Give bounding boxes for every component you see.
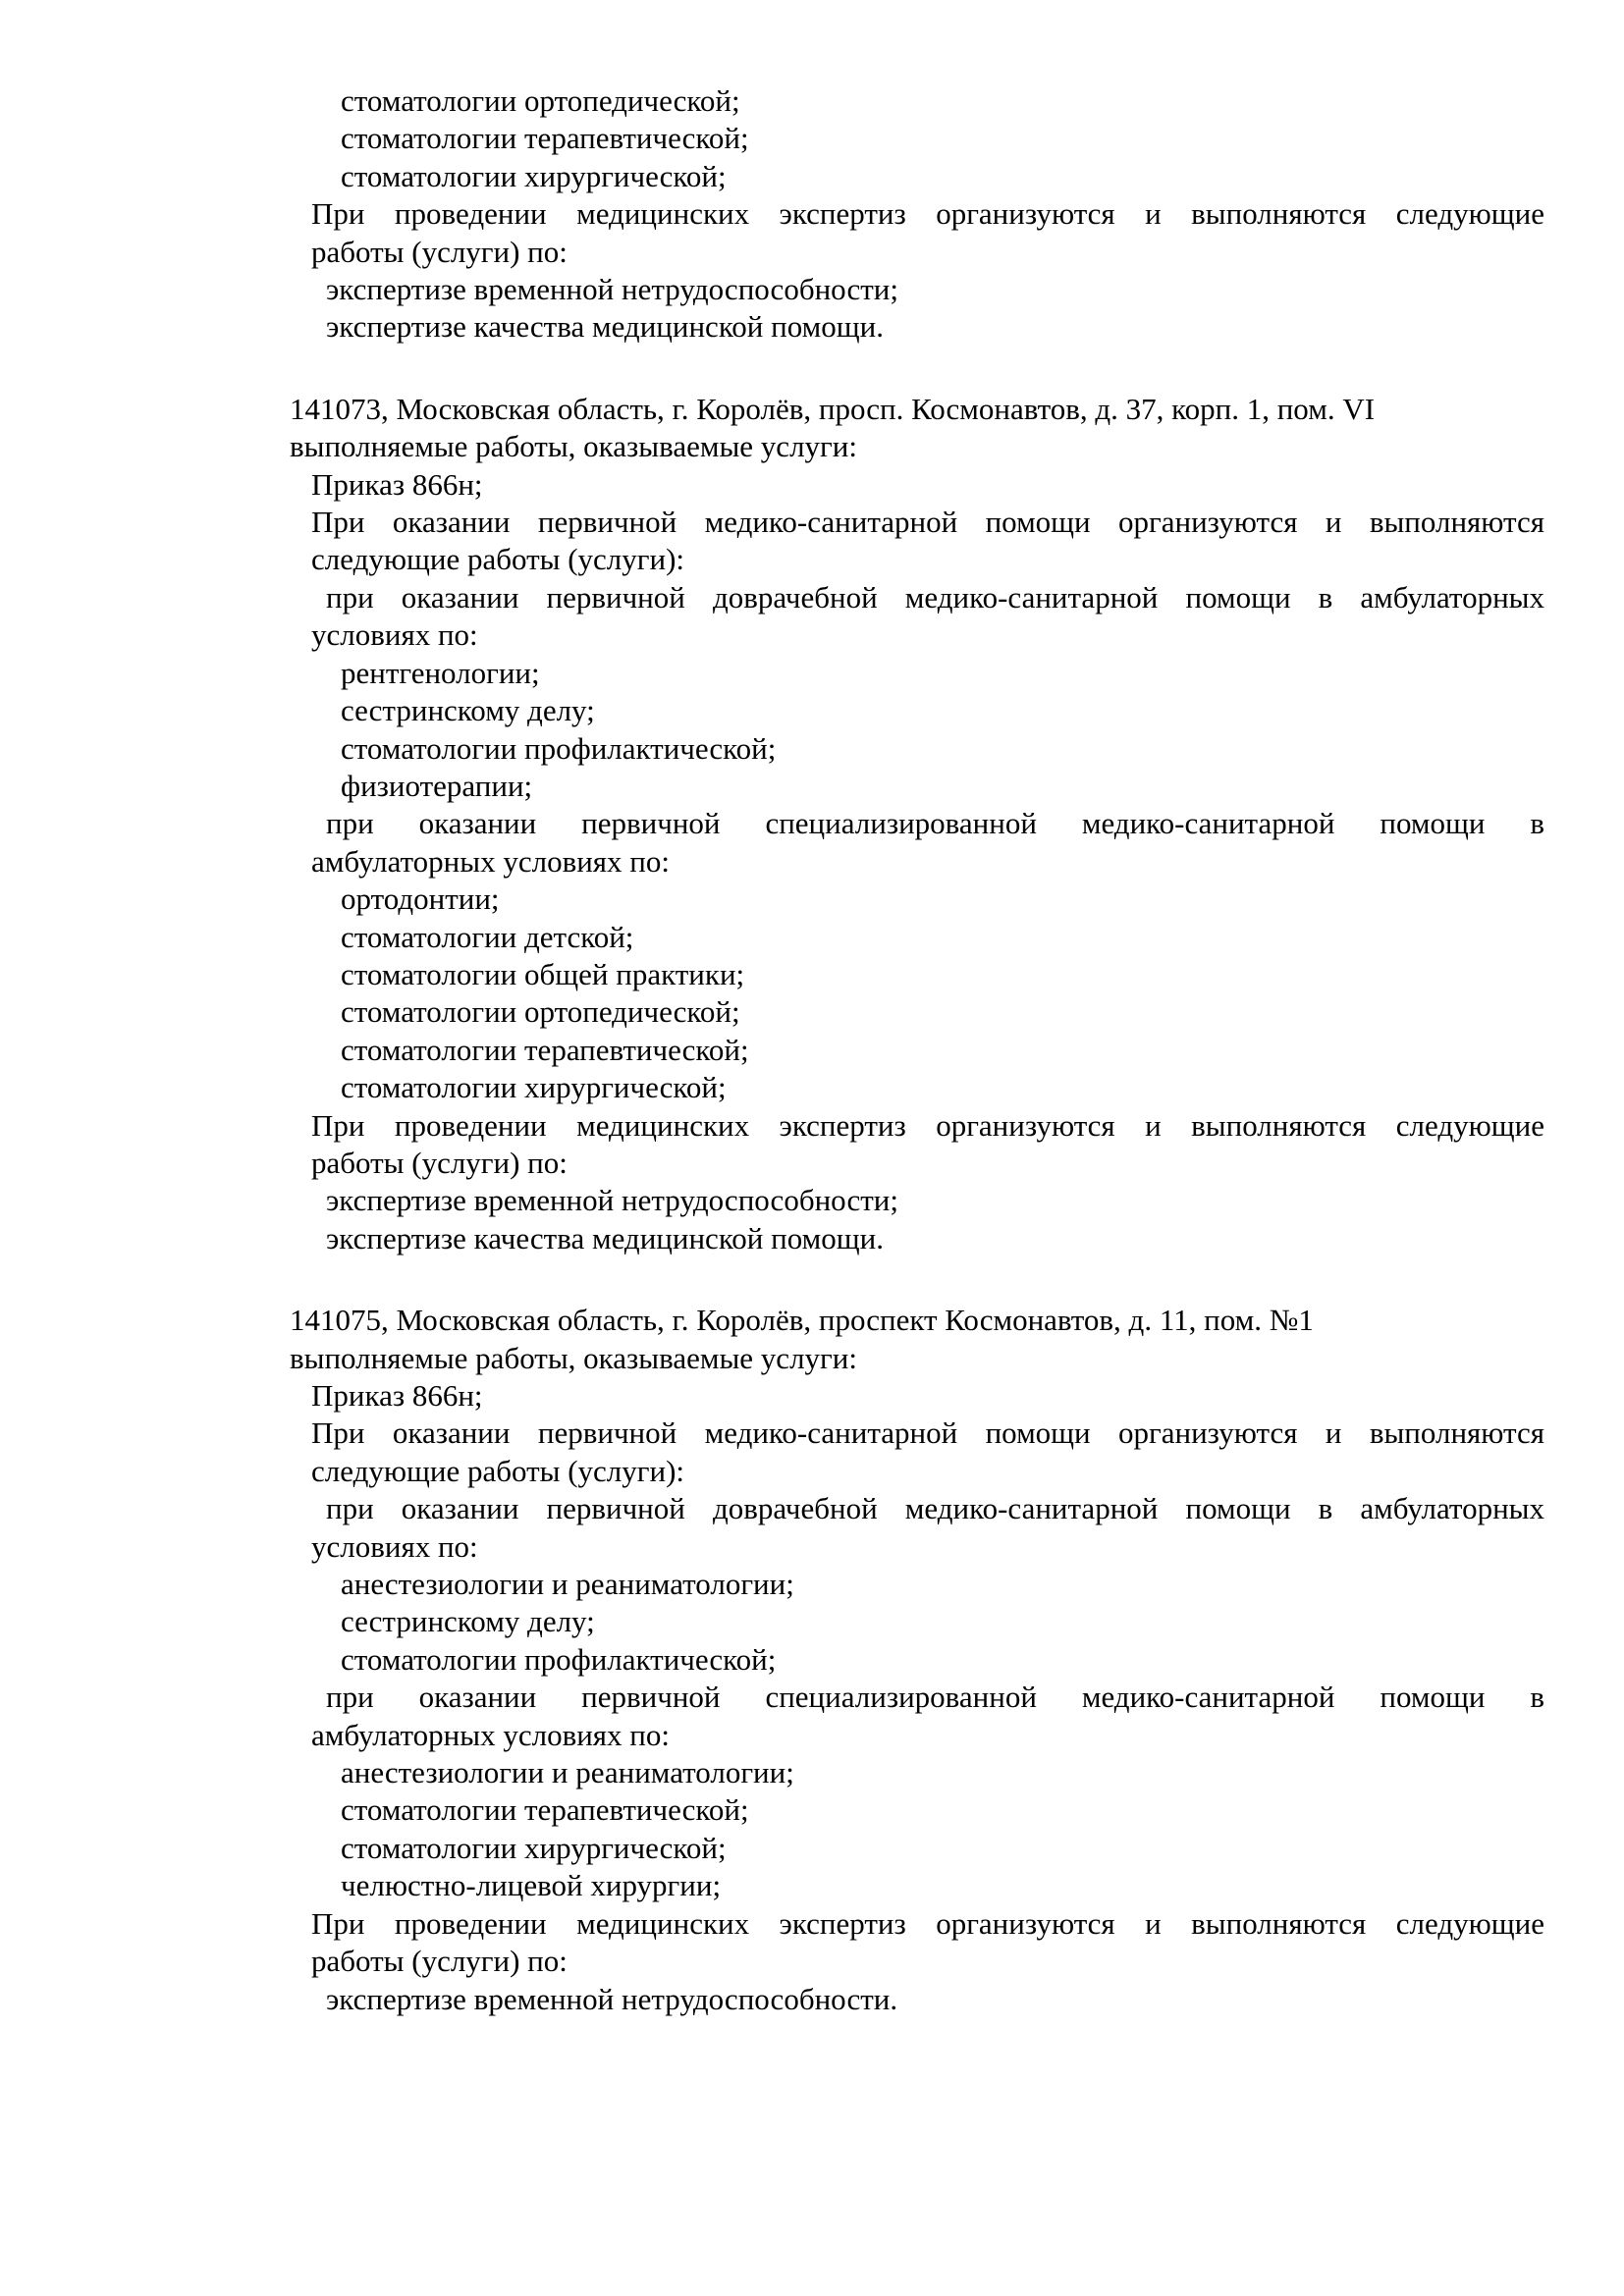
text-line: при оказании первичной доврачебной медико-санитарной помощи в амбулаторных: [326, 1491, 1544, 1526]
text-line: следующие работы (услуги):: [311, 1453, 685, 1488]
text-line: при оказании первичной специализированной медико-санитарной помощи в: [326, 1680, 1544, 1715]
section-works-continuation: [290, 82, 1544, 347]
text-line: выполняемые работы, оказываемые услуги:: [290, 1340, 857, 1375]
text-line: условиях по:: [311, 617, 478, 653]
text-line: сестринскому делу;: [341, 693, 595, 728]
text-line: Приказ 866н;: [311, 1378, 483, 1413]
text-line: стоматологии хирургической;: [341, 1070, 727, 1105]
text-line: стоматологии профилактической;: [341, 730, 777, 766]
text-line: ортодонтии;: [341, 881, 500, 917]
text-line: экспертизе временной нетрудоспособности;: [326, 1183, 898, 1218]
text-line: условиях по:: [311, 1528, 478, 1564]
text-line: стоматологии ортопедической;: [341, 83, 740, 118]
text-line: стоматологии общей практики;: [341, 956, 745, 991]
text-line: экспертизе временной нетрудоспособности;: [326, 272, 898, 307]
text-line: следующие работы (услуги):: [311, 542, 685, 577]
section-address-141073: [290, 391, 1544, 1257]
text-line: 141073, Московская область, г. Королёв, просп. Космонавтов, д. 37, корп. 1, пом. VI: [290, 391, 1376, 426]
text-line: работы (услуги) по:: [311, 1944, 568, 1979]
text-line: амбулаторных условиях по:: [311, 843, 671, 879]
text-line: 141075, Московская область, г. Королёв, проспект Космонавтов, д. 11, пом. №1: [290, 1303, 1314, 1338]
text-line: экспертизе качества медицинской помощи.: [326, 1220, 884, 1255]
text-line: физиотерапии;: [341, 768, 533, 803]
text-line: сестринскому делу;: [341, 1604, 595, 1639]
text-line: стоматологии профилактической;: [341, 1641, 777, 1677]
text-line: стоматологии терапевтической;: [341, 1792, 749, 1828]
text-line: стоматологии терапевтической;: [341, 121, 749, 156]
text-line: при оказании первичной специализированной медико-санитарной помощи в: [326, 806, 1544, 841]
text-line: челюстно-лицевой хирургии;: [341, 1868, 722, 1903]
text-line: выполняемые работы, оказываемые услуги:: [290, 429, 857, 464]
text-line: при оказании первичной доврачебной медико-санитарной помощи в амбулаторных: [326, 579, 1544, 614]
text-line: стоматологии хирургической;: [341, 1830, 727, 1865]
text-line: работы (услуги) по:: [311, 1145, 568, 1180]
text-line: При проведении медицинских экспертиз организуются и выполняются следующие: [311, 196, 1544, 232]
text-line: стоматологии ортопедической;: [341, 994, 740, 1030]
text-line: экспертизе временной нетрудоспособности.: [326, 1981, 898, 2016]
text-line: анестезиологии и реаниматологии;: [341, 1567, 794, 1602]
text-line: работы (услуги) по:: [311, 234, 568, 269]
text-line: стоматологии детской;: [341, 919, 634, 954]
text-line: стоматологии хирургической;: [341, 158, 727, 193]
section-address-141075: [290, 1302, 1544, 2018]
document-text-block: [290, 82, 1544, 2018]
text-line: При проведении медицинских экспертиз организуются и выполняются следующие: [311, 1905, 1544, 1941]
text-line: При проведении медицинских экспертиз организуются и выполняются следующие: [311, 1107, 1544, 1143]
text-line: рентгенологии;: [341, 655, 540, 690]
text-line: экспертизе качества медицинской помощи.: [326, 309, 884, 345]
text-line: стоматологии терапевтической;: [341, 1032, 749, 1067]
text-line: анестезиологии и реаниматологии;: [341, 1755, 794, 1790]
text-line: При оказании первичной медико-санитарной помощи организуются и выполняются: [311, 1415, 1544, 1451]
text-line: амбулаторных условиях по:: [311, 1717, 671, 1752]
text-line: Приказ 866н;: [311, 466, 483, 502]
text-line: При оказании первичной медико-санитарной помощи организуются и выполняются: [311, 505, 1544, 540]
